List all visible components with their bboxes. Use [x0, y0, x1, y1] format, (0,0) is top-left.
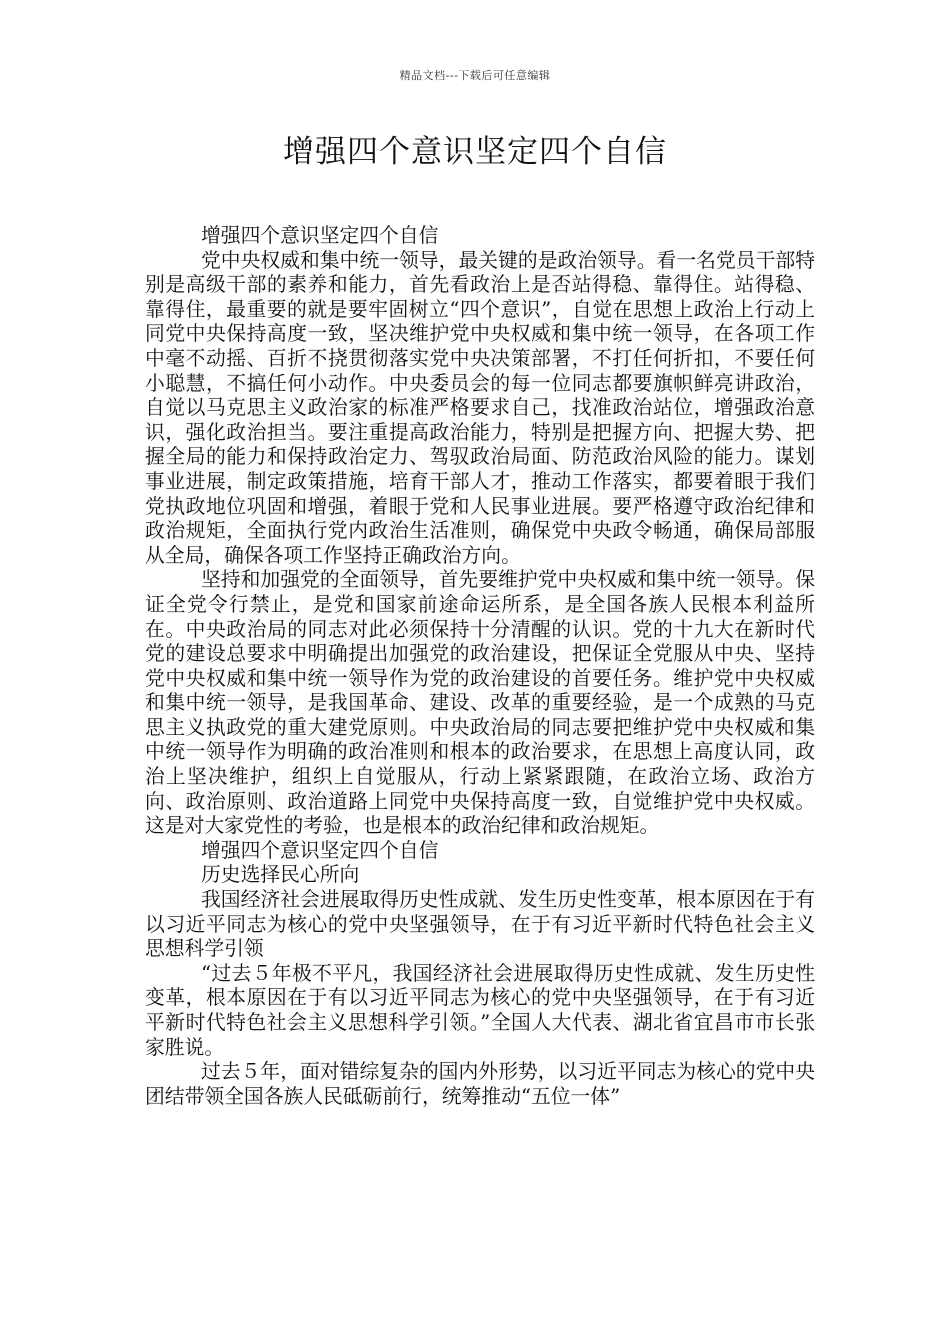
paragraph-heading: 历史选择民心所向 — [201, 863, 360, 887]
paragraph-subtitle: 增强四个意识坚定四个自信 — [201, 838, 439, 862]
paragraph: 过去５年，面对错综复杂的国内外形势，以习近平同志为核心的党中央团结带领全国各族人民砥砺前行，统筹推动“五位一体” — [145, 1060, 815, 1108]
document-title: 增强四个意识坚定四个自信 — [283, 134, 667, 170]
paragraph-subtitle: 增强四个意识坚定四个自信 — [201, 224, 439, 247]
paragraph: 党中央权威和集中统一领导，最关键的是政治领导。看一名党员干部特别是高级干部的素养和能力，首先看政治上是否站得稳、靠得住。站得稳、靠得住，最重要的就是要牢固树立“四个意识”，自觉在思想上政治上行动上同党中央保持高度一致，坚决维护党中央权威和集中统一领导，在各项工作中毫不动摇、百折不挠贯彻落实党中央决策部署，不打任何折扣，不要任何小聪慧，不搞任何小动作。中央委员会的每一位同志都要旗帜鲜亮讲政治，自觉以马克思主义政治家的标准严格要求自己，找准政治站位，增强政治意识，强化政治担当。要注重提高政治能力，特别是把握方向、把握大势、把握全局的能力和保持政治定力、驾驭政治局面、防范政治风险的能力。谋划事业进展，制定政策措施，培育干部人才，推动工作落实，都要着眼于我们党执政地位巩固和增强，着眼于党和人民事业进展。要严格遵守政治纪律和政治规矩，全面执行党内政治生活准则，确保党中央政令畅通，确保局部服从全局，确保各项工作坚持正确政治方向。 — [145, 248, 815, 567]
paragraph-quote: “过去５年极不平凡，我国经济社会进展取得历史性成就、发生历史性变革，根本原因在于有以习近平同志为核心的党中央坚强领导，在于有习近平新时代特色社会主义思想科学引领。”全国人大代表、湖北省宜昌市市长张家胜说。 — [145, 961, 815, 1059]
page-header: 精品文档---下载后可任意编辑 — [399, 69, 551, 82]
document-body — [145, 224, 815, 1109]
paragraph: 坚持和加强党的全面领导，首先要维护党中央权威和集中统一领导。保证全党令行禁止，是党和国家前途命运所系，是全国各族人民根本利益所在。中央政治局的同志对此必须保持十分清醒的认识。党的十九大在新时代党的建设总要求中明确提出加强党的政治建设，把保证全党服从中央、坚持党中央权威和集中统一领导作为党的政治建设的首要任务。维护党中央权威和集中统一领导，是我国革命、建设、改革的重要经验，是一个成熟的马克思主义执政党的重大建党原则。中央政治局的同志要把维护党中央权威和集中统一领导作为明确的政治准则和根本的政治要求，在思想上高度认同，政治上坚决维护，组织上自觉服从，行动上紧紧跟随，在政治立场、政治方向、政治原则、政治道路上同党中央保持高度一致，自觉维护党中央权威。这是对大家党性的考验，也是根本的政治纪律和政治规矩。 — [145, 568, 815, 838]
paragraph: 我国经济社会进展取得历史性成就、发生历史性变革，根本原因在于有以习近平同志为核心的党中央坚强领导，在于有习近平新时代特色社会主义思想科学引领 — [145, 888, 815, 961]
